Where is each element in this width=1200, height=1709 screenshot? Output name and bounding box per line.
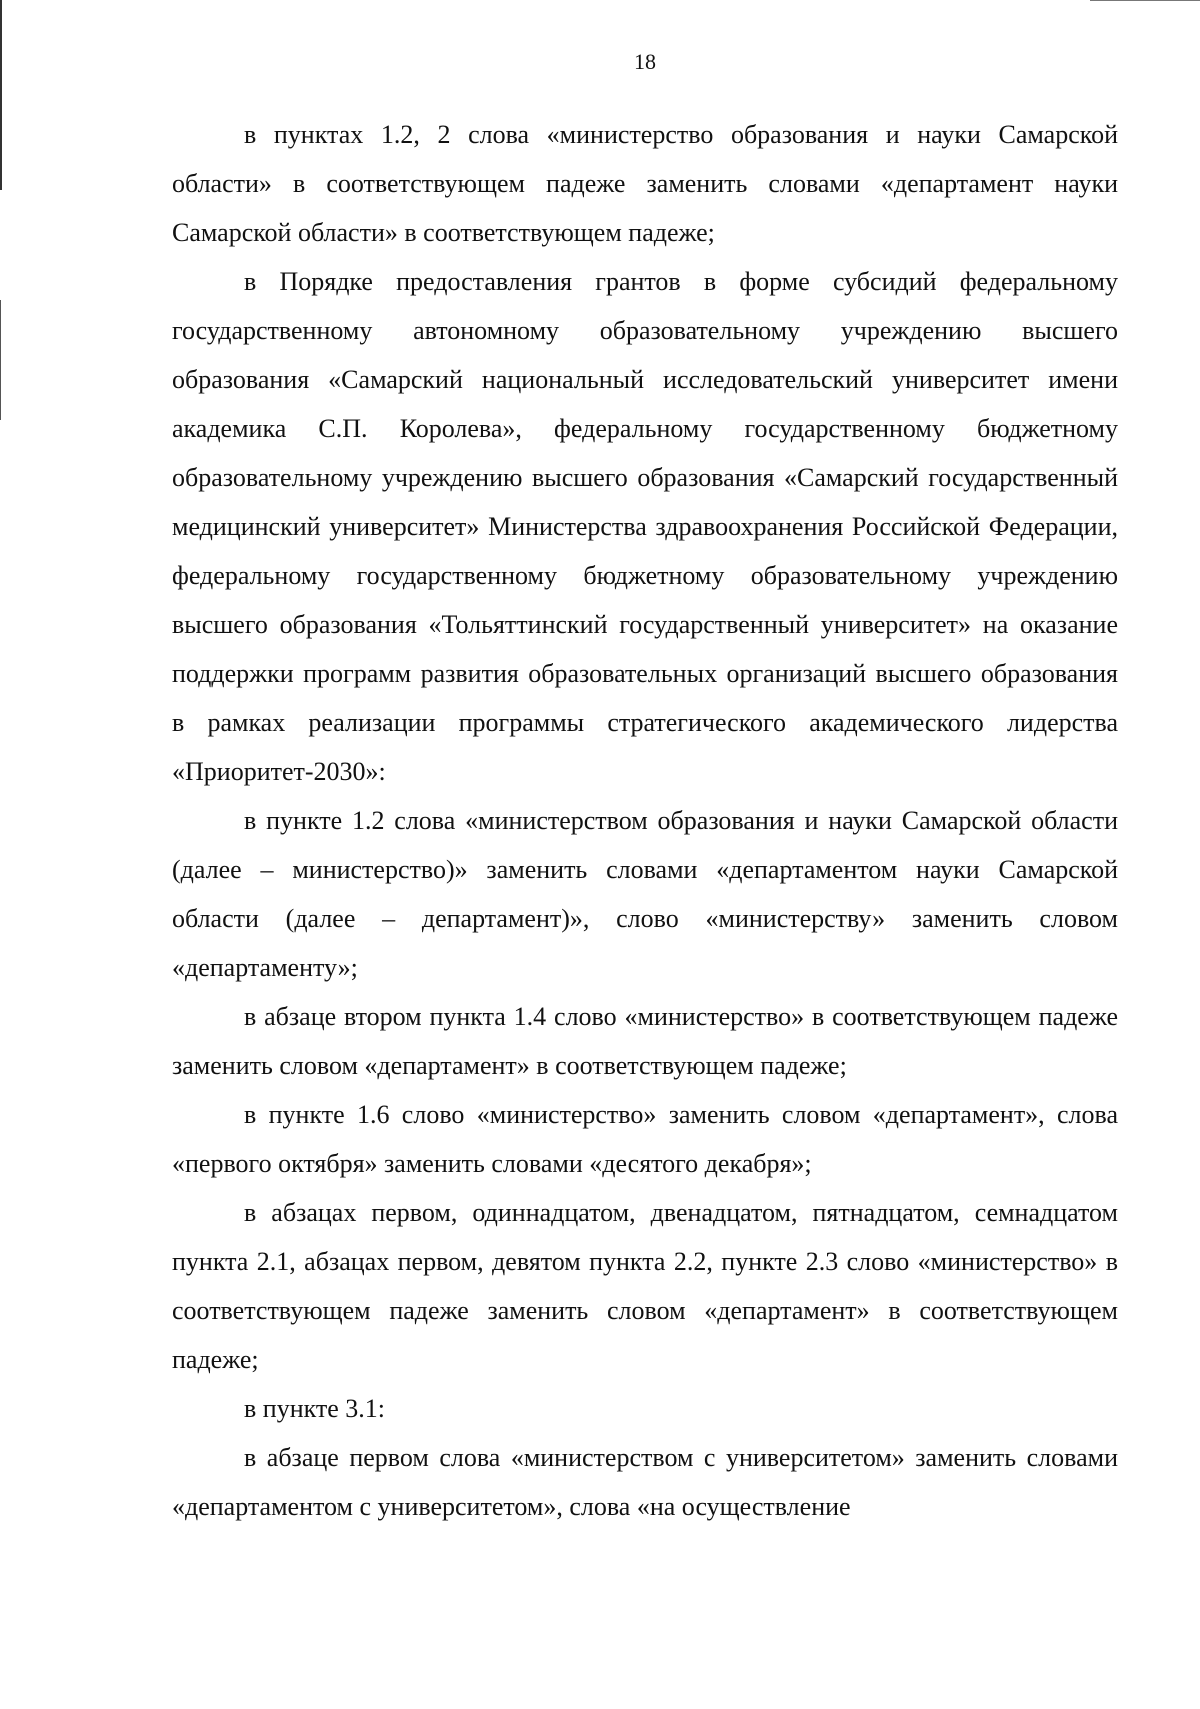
paragraph: в абзаце втором пункта 1.4 слово «министерство» в соответствующем падеже заменить словом «департамент» в соответствующем падеже;: [172, 1002, 1118, 1080]
paragraph: в абзацах первом, одиннадцатом, двенадцатом, пятнадцатом, семнадцатом пункта 2.1, абзацах первом, девятом пункта 2.2, пункте 2.3 слово «министерство» в соответствующем падеже заменить словом «департамент» в соответствующем падеже;: [172, 1198, 1118, 1374]
scan-edge-mark: [0, 0, 2, 190]
paragraph: в пунктах 1.2, 2 слова «министерство образования и науки Самарской области» в соответствующем падеже заменить словами «департамент науки Самарской области» в соответствующем падеже;: [172, 120, 1118, 247]
paragraph: в абзаце первом слова «министерством с университетом» заменить словами «департаментом с университетом», слова «на осуществление: [172, 1443, 1118, 1521]
paragraph: в пункте 1.6 слово «министерство» заменить словом «департамент», слова «первого октября» заменить словами «десятого декабря»;: [172, 1100, 1118, 1178]
document-body: [172, 110, 1118, 1531]
paragraph: в пункте 3.1:: [244, 1394, 386, 1423]
page-number: 18: [634, 49, 656, 74]
paragraph: в Порядке предоставления грантов в форме субсидий федеральному государственному автономному образовательному учреждению высшего образования «Самарский национальный исследовательский университет имени академика С.П. Королева», федеральному государственному бюджетному образовательному учреждению высшего образования «Самарский государственный медицинский университет» Министерства здравоохранения Российской Федерации, федеральному государственному бюджетному образовательному учреждению высшего образования «Тольяттинский государственный университет» на оказание поддержки программ развития образовательных организаций высшего образования в рамках реализации программы стратегического академического лидерства «Приоритет-2030»:: [172, 267, 1118, 786]
scan-edge-mark: [0, 300, 1, 420]
scan-top-mark: [1090, 0, 1200, 1]
paragraph: в пункте 1.2 слова «министерством образования и науки Самарской области (далее – министерство)» заменить словами «департаментом науки Самарской области (далее – департамент)», слово «министерству» заменить словом «департаменту»;: [172, 806, 1118, 982]
